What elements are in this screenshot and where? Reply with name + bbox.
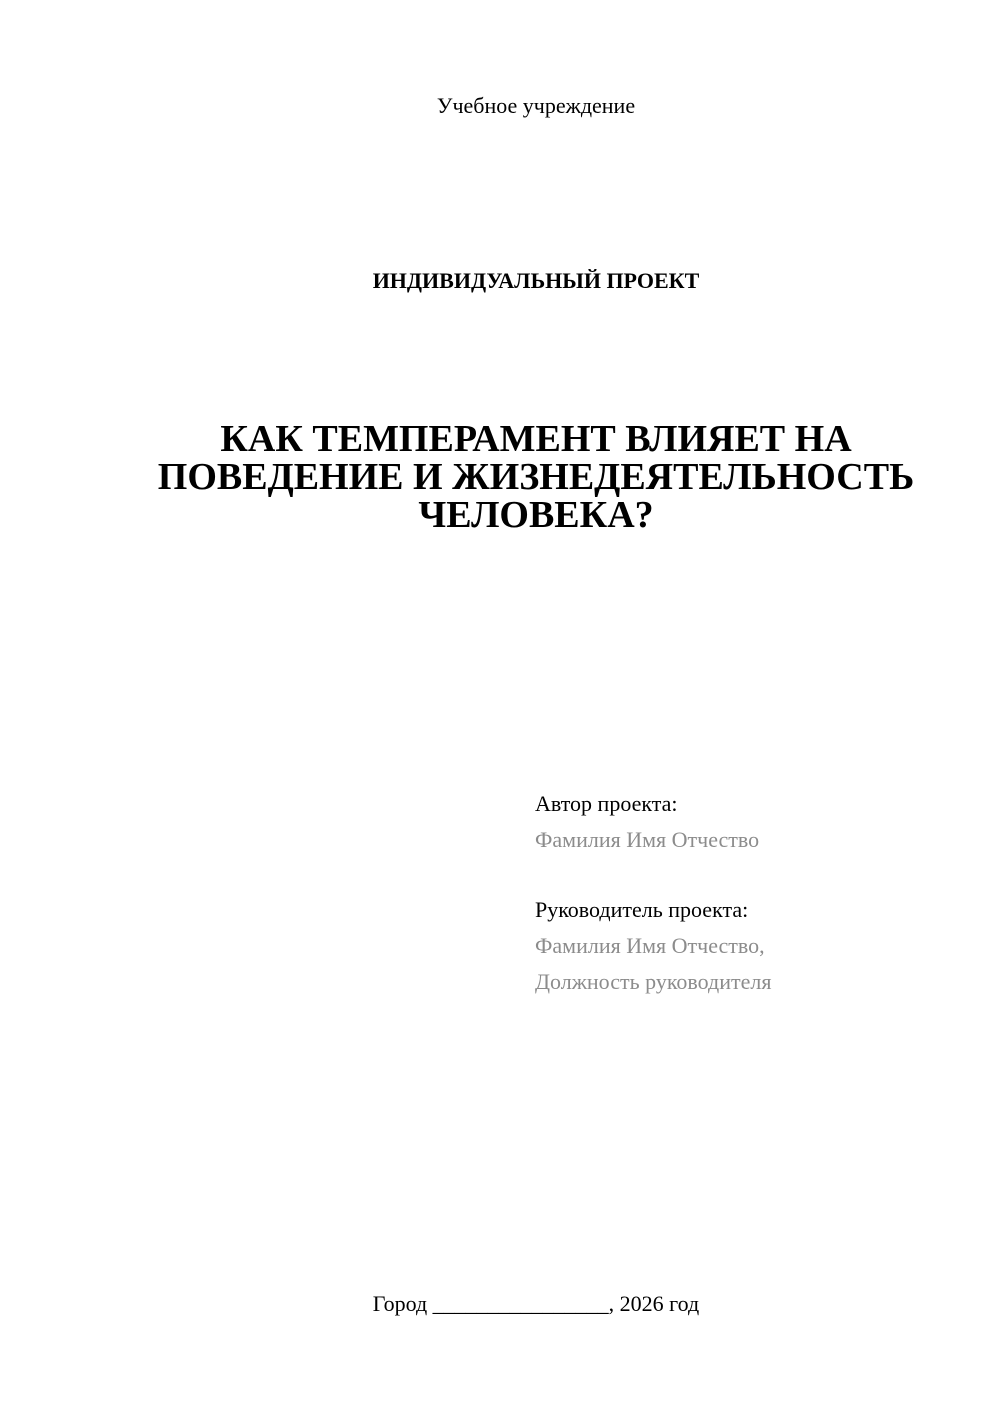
project-title — [140, 420, 932, 534]
project-type-heading: ИНДИВИДУАЛЬНЫЙ ПРОЕКТ — [372, 268, 700, 293]
author-block — [535, 786, 955, 858]
supervisor-position-placeholder: Должность руководителя — [535, 969, 772, 994]
supervisor-label: Руководитель проекта: — [535, 897, 749, 922]
institution-name: Учебное учреждение — [436, 93, 636, 118]
project-title-line: ЧЕЛОВЕКА? — [418, 494, 654, 536]
author-label: Автор проекта: — [535, 791, 678, 816]
city-year-line: Город ________________, 2026 год — [372, 1291, 700, 1316]
supervisor-name-placeholder: Фамилия Имя Отчество, — [535, 933, 765, 958]
author-name-placeholder: Фамилия Имя Отчество — [535, 827, 760, 852]
supervisor-block — [535, 892, 955, 1000]
project-title-line: ПОВЕДЕНИЕ И ЖИЗНЕДЕЯТЕЛЬНОСТЬ — [157, 456, 915, 498]
project-title-line: КАК ТЕМПЕРАМЕНТ ВЛИЯЕТ НА — [220, 418, 852, 460]
